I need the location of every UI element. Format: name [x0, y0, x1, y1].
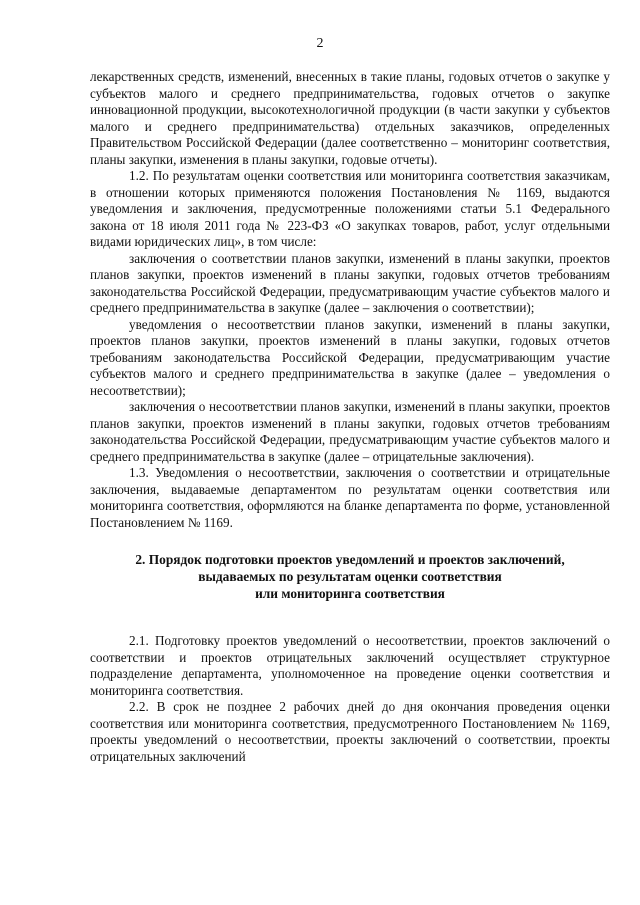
section-heading-line-1: 2. Порядок подготовки проектов уведомлений и проектов заключений,: [135, 552, 565, 567]
paragraph-continuation: лекарственных средств, изменений, внесенных в такие планы, годовых отчетов о закупке у субъектов малого и среднего предпринимательства, годовых отчетов о закупке инновационной продукции, высокотехнологичной продукции (в части закупки у субъектов малого и среднего предпринимательства) отдельных заказчиков, определенных Правительством Российской Федерации (далее соответственно – мониторинг соответствия, планы закупки, изменения в планы закупки, годовые отчеты).: [90, 69, 610, 167]
section-heading: [90, 551, 610, 602]
section-heading-line-2: выдаваемых по результатам оценки соответствия: [198, 569, 502, 584]
paragraph-1-2: 1.2. По результатам оценки соответствия или мониторинга соответствия заказчикам, в отношении которых применяются положения Постановления № 1169, выдаются уведомления и заключения, предусмотренные положениями статьи 5.1 Федерального закона от 18 июля 2011 года № 223-ФЗ «О закупках товаров, работ, услуг отдельными видами юридических лиц», в том числе:: [90, 168, 610, 249]
paragraph-2-1: 2.1. Подготовку проектов уведомлений о несоответствии, проектов заключений о соответствии и проектов отрицательных заключений осуществляет структурное подразделение департамента, уполномоченное на проведение оценки соответствия и мониторинга соответствия.: [90, 633, 610, 698]
document-body: [90, 69, 610, 765]
paragraph-nonconformity-notices: уведомления о несоответствии планов закупки, изменений в планы закупки, проектов планов закупки, проектов изменений в планы закупки, годовых отчетов требованиям законодательства Российской Федерации, предусматривающим участие субъектов малого и среднего предпринимательства в закупке (далее – уведомления о несоответствии);: [90, 316, 610, 398]
paragraph-2-2: 2.2. В срок не позднее 2 рабочих дней до дня окончания проведения оценки соответствия или мониторинга соответствия, предусмотренного Постановлением № 1169, проекты уведомлений о несоответствии, проекты заключений о соответствии, проекты отрицательных заключений: [90, 699, 610, 764]
paragraph-1-3: 1.3. Уведомления о несоответствии, заключения о соответствии и отрицательные заключения, выдаваемые департаментом по результатам оценки соответствия или мониторинга соответствия, оформляются на бланке департамента по форме, установленной Постановлением № 1169.: [90, 465, 610, 530]
paragraph-negative-conclusions: заключения о несоответствии планов закупки, изменений в планы закупки, проектов планов закупки, проектов изменений в планы закупки, годовых отчетов требованиям законодательства Российской Федерации, предусматривающим участие субъектов малого и среднего предпринимательства в закупке (далее – отрицательные заключения).: [90, 399, 610, 464]
section-heading-line-3: или мониторинга соответствия: [255, 586, 445, 601]
paragraph-conformity-conclusions: заключения о соответствии планов закупки, изменений в планы закупки, проектов планов закупки, проектов изменений в планы закупки, годовых отчетов требованиям законодательства Российской Федерации, предусматривающим участие субъектов малого и среднего предпринимательства в закупке (далее – заключения о соответствии);: [90, 250, 610, 315]
page-number: 2: [316, 36, 324, 51]
